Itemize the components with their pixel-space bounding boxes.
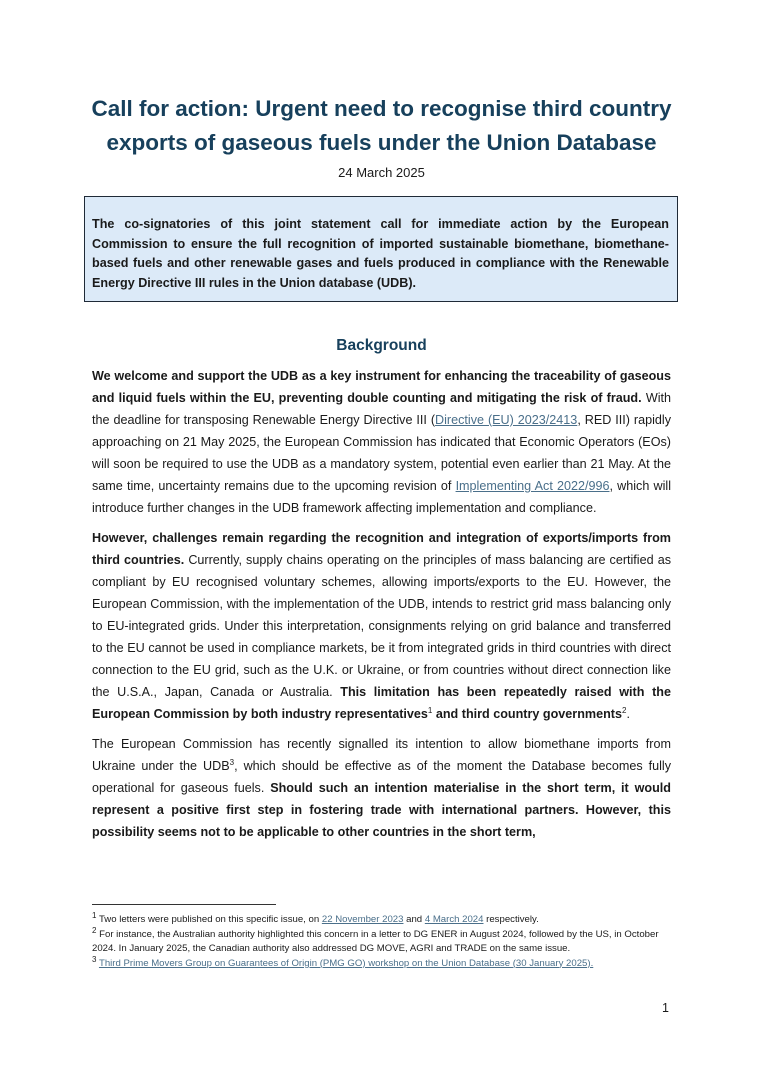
p1-text-1: With the deadline for transposing Renewable Energy Directive III ( xyxy=(92,391,672,427)
footnote-ref-2[interactable]: 2 xyxy=(622,705,627,715)
fn1-text-1: Two letters were published on this specific issue, on xyxy=(96,914,322,925)
paragraph-1 xyxy=(92,365,671,519)
title-line-1: Call for action: Urgent need to recognise third country xyxy=(91,96,672,121)
p1-bold: We welcome and support the UDB as a key instrument for enhancing the traceability of gaseous and liquid fuels within the EU, preventing double counting and mitigating the risk of fraud. xyxy=(92,369,671,405)
fn1-text-2: and xyxy=(403,914,425,925)
document-date: 24 March 2025 xyxy=(338,165,425,180)
fn1-text-3: respectively. xyxy=(483,914,539,925)
p1-text-2: , RED III) rapidly approaching on 21 May 2025, the European Commission has indicated that Economic Operators (EOs) will soon be required to use the UDB as a mandatory system, potential even earlier than 21 May. At the same time, uncertainty remains due to the upcoming revision of xyxy=(92,413,672,493)
summary-box xyxy=(84,196,678,302)
p3-text-2: , which should be effective as of the moment the Database becomes fully operational for gaseous fuels. xyxy=(92,759,671,795)
p2-text-2: . xyxy=(626,707,630,721)
paragraph-3 xyxy=(92,733,671,843)
footnote-divider xyxy=(92,904,276,905)
p2-bold-2: This limitation has been repeatedly raised with the European Commission by both industry representatives xyxy=(92,685,671,721)
p3-bold: Should such an intention materialise in the short term, it would represent a positive first step in fostering trade with international partners. However, this possibility seems not to be applicable to other countries in the short term, xyxy=(92,781,671,839)
fn1-link-mar-2024[interactable]: 4 March 2024 xyxy=(424,914,484,925)
fn2-text: For instance, the Australian authority highlighted this concern in a letter to DG ENER in August 2024, followed by the US, in October 2024. In January 2025, the Canadian authority also addressed DG MOVE, AGRI and TRADE on the same issue. xyxy=(92,928,659,954)
implementing-act-link[interactable]: Implementing Act 2022/996 xyxy=(455,479,610,493)
page-number: 1 xyxy=(662,1001,669,1015)
p1-text-3: , which will introduce further changes in the UDB framework affecting implementation and compliance. xyxy=(92,479,671,515)
fn3-link-pmg-go[interactable]: Third Prime Movers Group on Guarantees of Origin (PMG GO) workshop on the Union Database (30 January 2025). xyxy=(98,957,594,969)
fn1-link-nov-2023[interactable]: 22 November 2023 xyxy=(321,914,404,925)
p3-text-1: The European Commission has recently signalled its intention to allow biomethane imports from Ukraine under the UDB xyxy=(92,737,671,773)
section-heading: Background xyxy=(336,337,427,354)
summary-text: The co-signatories of this joint statement call for immediate action by the European Commission to ensure the full recognition of imported sustainable biomethane, biomethane-based fuels and other renewable gases and fuels produced in compliance with the Renewable Energy Directive III rules in the Union database (UDB). xyxy=(92,217,669,290)
p2-bold-3: and third country governments xyxy=(432,707,622,721)
footnotes xyxy=(92,910,671,971)
p2-text-1: Currently, supply chains operating on the principles of mass balancing are certified as compliant by EU recognised voluntary schemes, allowing imports/exports to the EU. However, the European Commission, with the implementation of the UDB, intends to restrict grid mass balancing only to EU-integrated grids. Under this interpretation, consignments relying on grid balance and transferred to the EU cannot be used in compliance markets, be it from integrated grids in third countries with direct connection to the EU grid, such as the U.K. or Ukraine, or from countries without direct connection like the U.S.A., Japan, Canada or Australia. xyxy=(92,553,671,699)
fn3-number: 3 xyxy=(92,954,97,964)
directive-link[interactable]: Directive (EU) 2023/2413 xyxy=(435,413,578,427)
footnote-1 xyxy=(92,910,671,928)
fn1-number: 1 xyxy=(92,910,97,920)
fn2-number: 2 xyxy=(92,925,97,935)
footnote-ref-1[interactable]: 1 xyxy=(427,705,433,715)
title-line-2: exports of gaseous fuels under the Union Database xyxy=(106,130,657,155)
footnote-3 xyxy=(92,954,671,972)
p2-bold-1: However, challenges remain regarding the recognition and integration of exports/imports from third countries. xyxy=(92,531,671,567)
body-text xyxy=(92,365,671,851)
paragraph-2 xyxy=(92,527,671,725)
footnote-ref-3[interactable]: 3 xyxy=(229,757,235,767)
footnote-2 xyxy=(92,925,671,957)
document-title xyxy=(60,92,703,160)
